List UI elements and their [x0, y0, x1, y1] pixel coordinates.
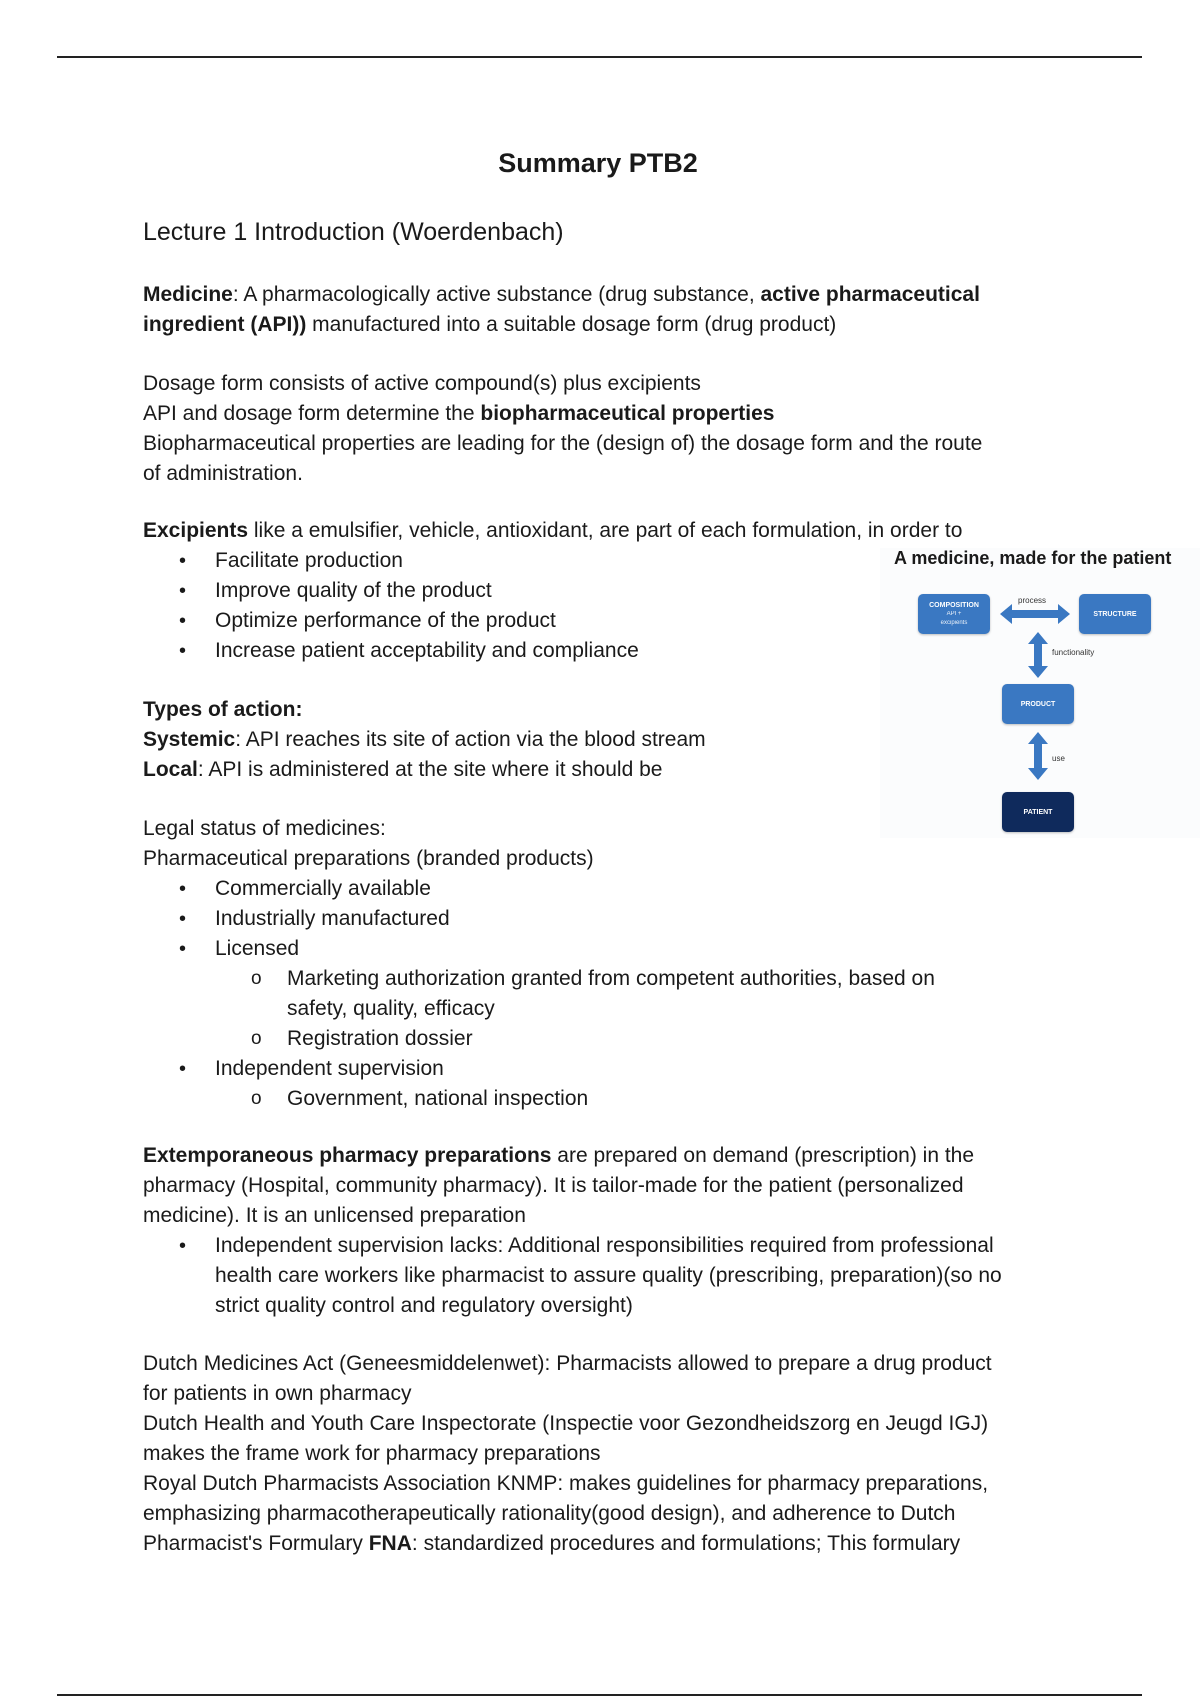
structure-box: STRUCTURE — [1079, 594, 1151, 634]
functionality-label: functionality — [1052, 648, 1095, 657]
dutch-regulation-paragraph: Dutch Medicines Act (Geneesmiddelenwet): Pharmacists allowed to prepare a drug product for patients in own pharmacy Dutch Health and Youth Care Inspectorate (Inspectie voor Gezondheidszorg en Jeugd IGJ) makes the frame work for pharmacy preparations Royal Dutch Pharmacists Association KNMP: makes guidelines for pharmacy preparations, emphasizing pharmacotherapeutically rationality(good design), and adherence to Dutch Pharmacist's Formulary FNA: standardized procedures and formulations; This formulary — [143, 1352, 992, 1555]
extemp-list — [143, 1231, 1063, 1321]
sub-list-item: o Registration dossier — [215, 1024, 1063, 1054]
use-arrow — [1028, 732, 1048, 780]
lecture-heading: Lecture 1 Introduction (Woerdenbach) — [143, 218, 564, 246]
list-item: • Licensed — [143, 934, 1063, 964]
functionality-arrow — [1028, 632, 1048, 678]
supervision-sublist — [215, 1084, 1063, 1114]
supervision-list — [143, 1054, 1063, 1084]
list-item: • Independent supervision lacks: Additional responsibilities required from professional health care workers like pharmacist to assure quality (prescribing, preparation)(so no strict quality control and regulatory oversight) — [143, 1231, 1063, 1321]
process-arrow — [1000, 604, 1070, 624]
sub-list-item: o Marketing authorization granted from competent authorities, based on safety, quality, efficacy — [215, 964, 1063, 1024]
list-item: • Improve quality of the product — [143, 576, 1063, 606]
list-item: • Industrially manufactured — [143, 904, 1063, 934]
licensed-sublist — [215, 964, 1063, 1054]
excipients-term: Excipients — [143, 519, 249, 542]
list-item: • Increase patient acceptability and compliance — [143, 636, 1063, 666]
medicine-diagram — [880, 548, 1200, 838]
types-heading: Types of action: — [143, 698, 303, 721]
list-item: • Facilitate production — [143, 546, 1063, 576]
excipients-paragraph: Excipients like a emulsifier, vehicle, antioxidant, are part of each formulation, in order to • Facilitate production • Improve quality of the product • Optimize performance of the product • Increase patient acceptability and compliance — [143, 516, 1063, 666]
extemporaneous-paragraph: Extemporaneous pharmacy preparations are prepared on demand (prescription) in the pharmacy (Hospital, community pharmacy). It is tailor-made for the patient (personalized medicine). It is an unlicensed preparation • Independent supervision lacks: Additional responsibilities required from professional health care workers like pharmacist to assure quality (prescribing, preparation)(so no strict quality control and regulatory oversight) — [143, 1141, 1063, 1321]
use-label: use — [1052, 754, 1065, 763]
sub-list-item: o Government, national inspection — [215, 1084, 1063, 1114]
patient-box: PATIENT — [1002, 792, 1074, 832]
medicine-term: Medicine — [143, 283, 233, 306]
medicine-definition: Medicine: A pharmacologically active substance (drug substance, active pharmaceutical ingredient (API)) manufactured into a suitable dosage form (drug product) — [143, 283, 980, 336]
list-item: • Optimize performance of the product — [143, 606, 1063, 636]
diagram-title: A medicine, made for the patient — [894, 548, 1172, 568]
top-rule — [57, 56, 1142, 58]
bottom-rule — [57, 1694, 1142, 1696]
process-label: process — [1018, 596, 1047, 605]
composition-box: COMPOSITION API + excipients — [918, 594, 990, 634]
list-item: • Independent supervision — [143, 1054, 1063, 1084]
legal-status: Legal status of medicines: Pharmaceutical preparations (branded products) • Commercially available • Industrially manufactured • Licensed o Marketing authorization granted from competent authorities, based on safety, quality, efficacy o Registration dossier • Independent supervision o Government, national inspection — [143, 814, 1063, 1114]
types-of-action: Types of action: Systemic: API reaches its site of action via the blood stream Local: API is administered at the site where it should be — [143, 695, 1063, 785]
dosage-paragraph: Dosage form consists of active compound(s) plus excipients API and dosage form determine the biopharmaceutical properties Biopharmaceutical properties are leading for the (design of) the dosage form and the route of administration. — [143, 372, 983, 485]
legal-list — [143, 874, 1063, 964]
page-title: Summary PTB2 — [498, 148, 698, 178]
product-box: PRODUCT — [1002, 684, 1074, 724]
list-item: • Commercially available — [143, 874, 1063, 904]
